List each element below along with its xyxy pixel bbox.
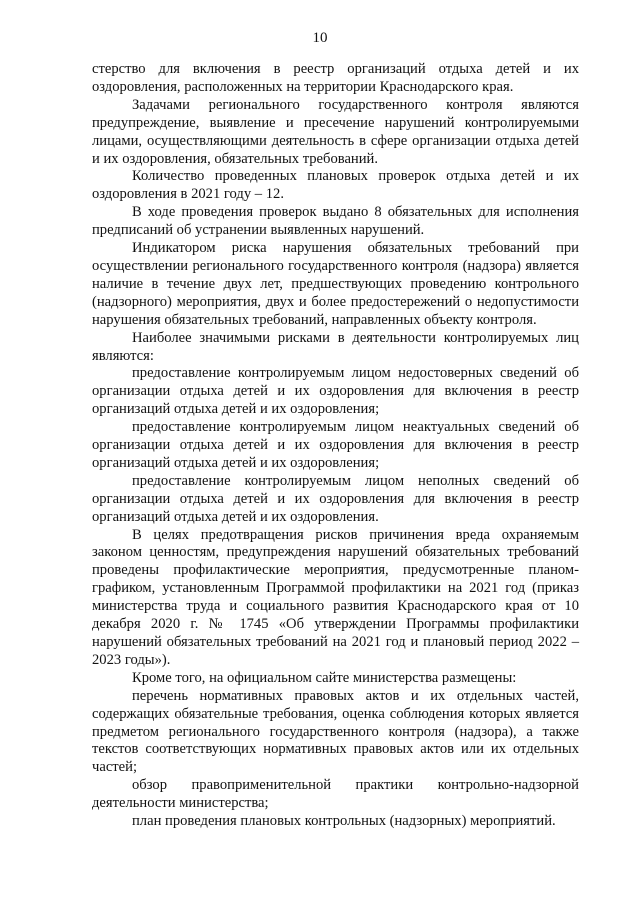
list-item: предоставление контролируемым лицом недостоверных сведений об организации отдыха детей и их оздоровления для включения в реестр организаций отдыха детей и их оздоровления; [92,365,579,418]
list-item: предоставление контролируемым лицом неактуальных сведений об организации отдыха детей и их оздоровления для включения в реестр организаций отдыха детей и их оздоровления; [92,419,579,471]
paragraph: Количество проведенных плановых проверок отдыха детей и их оздоровления в 2021 году – 12. [92,168,579,203]
list-item: перечень нормативных правовых актов и их отдельных частей, содержащих обязательные требования, оценка соблюдения которых является предметом регионального государственного контроля (надзора), а также текстов соответствующих нормативных правовых актов или их отдельных частей; [92,687,579,776]
document-body [92,61,579,831]
list-item: план проведения плановых контрольных (надзорных) мероприятий. [132,813,556,830]
paragraph: В целях предотвращения рисков причинения вреда охраняемым законом ценностям, предупреждения нарушений обязательных требований проведены профилактические мероприятия, предусмотренные планом-графиком, установленным Программой профилактики на 2021 год (приказ министерства труда и социального развития Краснодарского края от 10 декабря 2020 г. № 1745 «Об утверждении Программы профилактики нарушений обязательных требований на 2021 год и плановый период 2022 – 2023 годы»). [92,526,579,668]
paragraph: Задачами регионального государственного контроля являются предупреждение, выявление и пресечение нарушений контролируемыми лицами, осуществляющими деятельность в сфере организации отдыха детей и их оздоровления, обязательных требований. [92,96,579,167]
paragraph: Индикатором риска нарушения обязательных требований при осуществлении регионального государственного контроля (надзора) является наличие в течение двух лет, предшествующих проведению контрольного (надзорного) мероприятия, двух и более предостережений о недопустимости нарушения обязательных требований, направленных объекту контроля. [92,240,579,328]
paragraph: стерство для включения в реестр организаций отдыха детей и их оздоровления, расположенных на территории Краснодарского края. [92,61,579,95]
list-item: обзор правоприменительной практики контрольно-надзорной деятельности министерства; [92,777,579,812]
paragraph: Кроме того, на официальном сайте министерства размещены: [132,669,517,686]
paragraph: Наиболее значимыми рисками в деятельности контролируемых лиц являются: [92,329,579,364]
list-item: предоставление контролируемым лицом неполных сведений об организации отдыха детей и их оздоровления для включения в реестр организаций отдыха детей и их оздоровления. [92,472,579,525]
page-number: 10 [312,30,328,46]
paragraph: В ходе проведения проверок выдано 8 обязательных для исполнения предписаний об устранении выявленных нарушений. [92,204,579,239]
